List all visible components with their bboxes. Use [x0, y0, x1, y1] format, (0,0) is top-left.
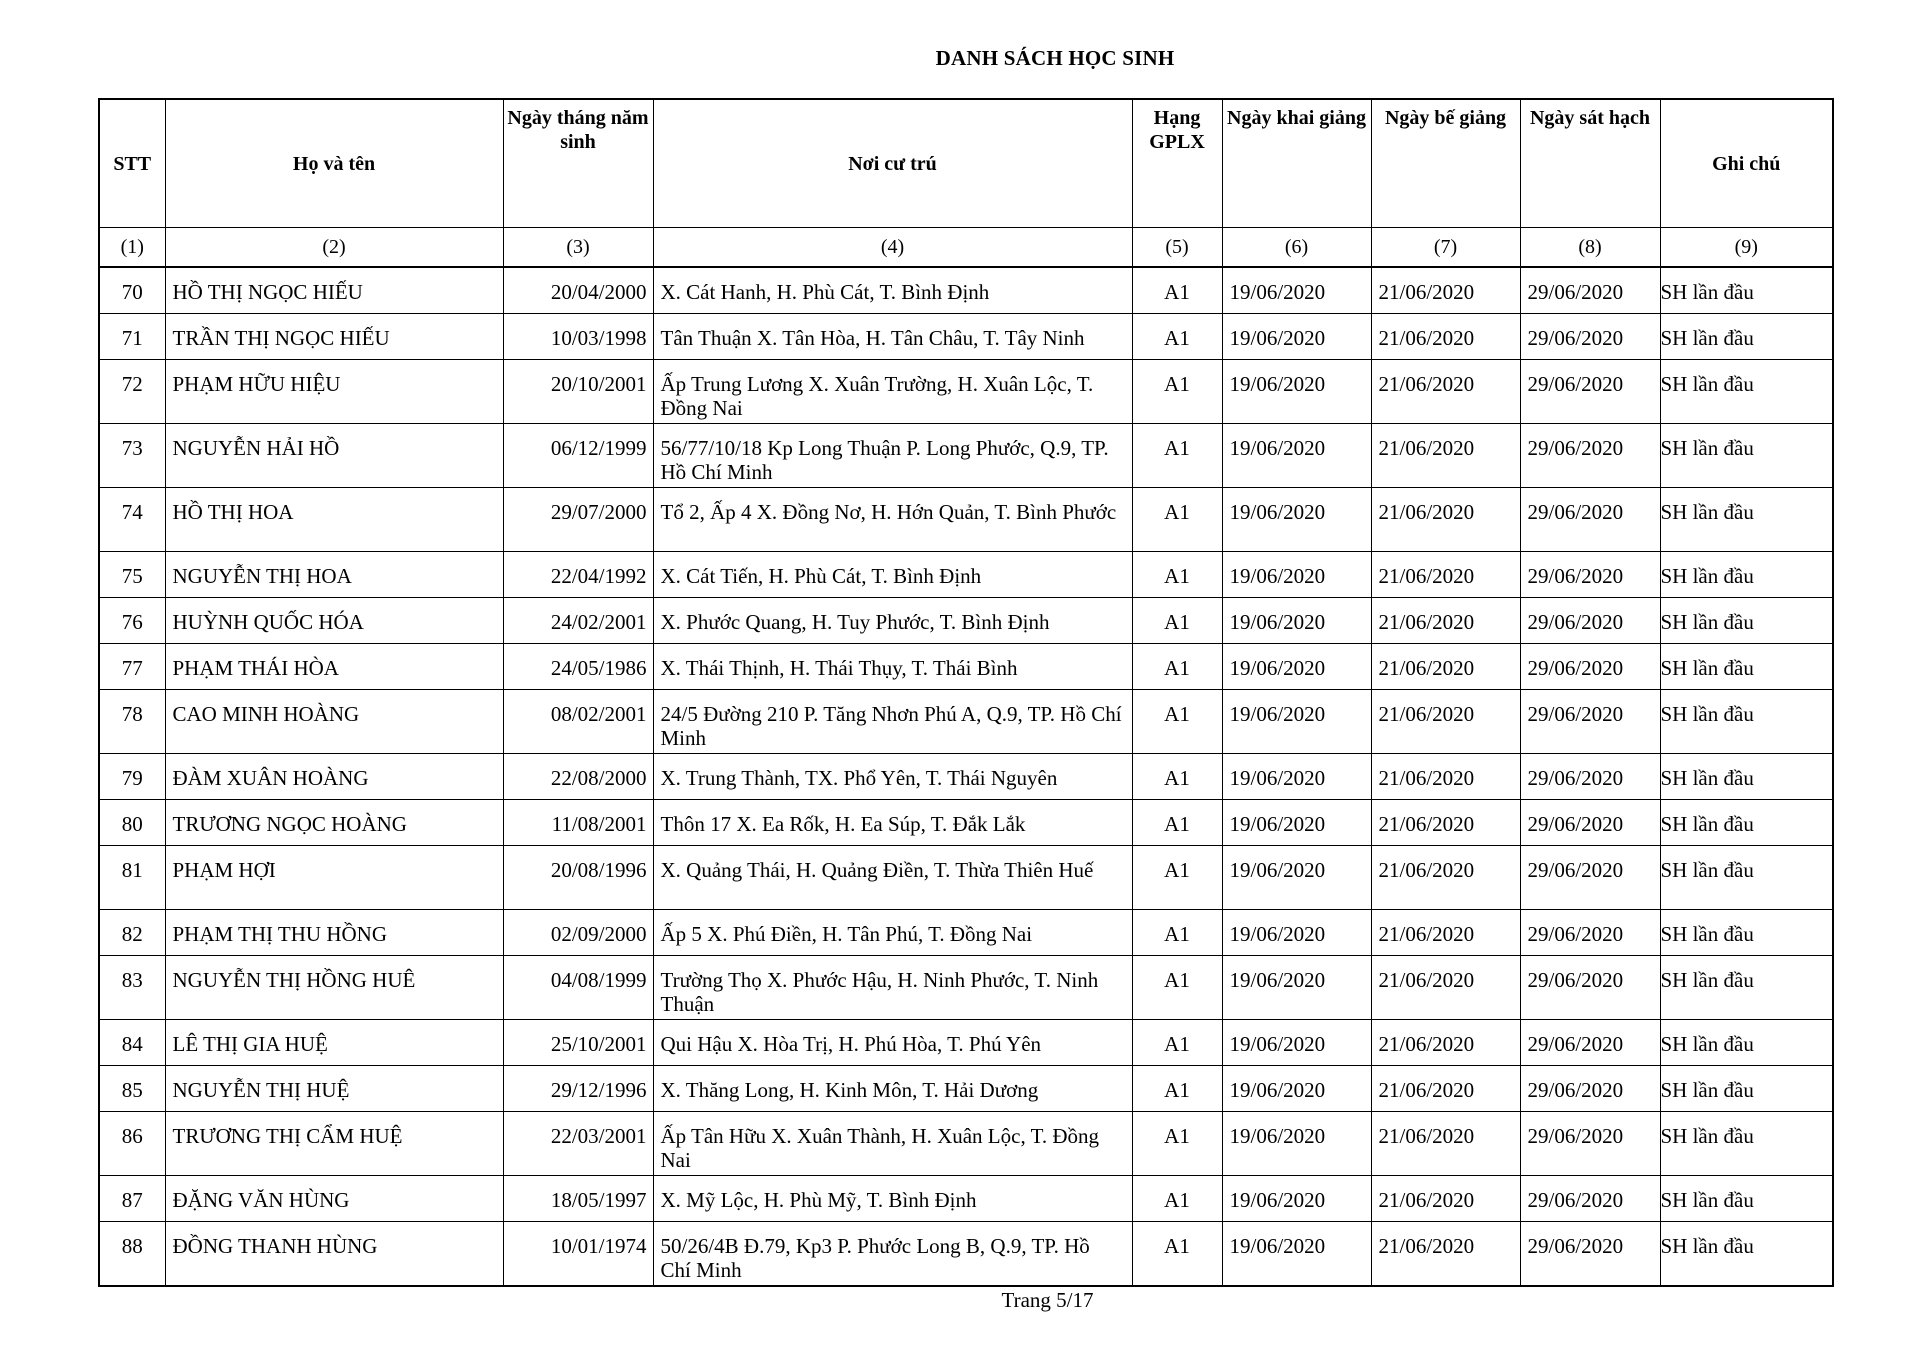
cell-dob: 20/08/1996 — [503, 846, 653, 910]
cell-exam-date: 29/06/2020 — [1520, 552, 1660, 598]
cell-stt: 74 — [99, 488, 165, 552]
cell-exam-date: 29/06/2020 — [1520, 644, 1660, 690]
cell-name: NGUYỄN THỊ HỒNG HUÊ — [165, 956, 503, 1020]
cell-stt: 71 — [99, 314, 165, 360]
cell-exam-date: 29/06/2020 — [1520, 1112, 1660, 1176]
cell-name: TRẦN THỊ NGỌC HIẾU — [165, 314, 503, 360]
cell-stt: 84 — [99, 1020, 165, 1066]
column-number: (6) — [1222, 228, 1371, 268]
cell-stt: 85 — [99, 1066, 165, 1112]
cell-address: X. Cát Tiến, H. Phù Cát, T. Bình Định — [653, 552, 1132, 598]
cell-stt: 86 — [99, 1112, 165, 1176]
cell-exam-date: 29/06/2020 — [1520, 1176, 1660, 1222]
cell-dob: 20/04/2000 — [503, 267, 653, 314]
cell-dob: 22/08/2000 — [503, 754, 653, 800]
table-row — [99, 1176, 1833, 1222]
cell-name: HUỲNH QUỐC HÓA — [165, 598, 503, 644]
cell-note: SH lần đầu — [1660, 956, 1833, 1020]
cell-address: X. Thăng Long, H. Kinh Môn, T. Hải Dương — [653, 1066, 1132, 1112]
cell-dob: 08/02/2001 — [503, 690, 653, 754]
table-row — [99, 956, 1833, 1020]
cell-start-date: 19/06/2020 — [1222, 1222, 1371, 1287]
cell-exam-date: 29/06/2020 — [1520, 267, 1660, 314]
page-number: Trang 5/17 — [1001, 1288, 1094, 1312]
cell-license-class: A1 — [1132, 267, 1222, 314]
cell-name: PHẠM HỮU HIỆU — [165, 360, 503, 424]
cell-exam-date: 29/06/2020 — [1520, 488, 1660, 552]
cell-stt: 80 — [99, 800, 165, 846]
header-license-class: Hạng GPLX — [1132, 99, 1222, 228]
cell-dob: 22/04/1992 — [503, 552, 653, 598]
cell-end-date: 21/06/2020 — [1371, 267, 1520, 314]
cell-address: X. Quảng Thái, H. Quảng Điền, T. Thừa Thiên Huế — [653, 846, 1132, 910]
table-row — [99, 314, 1833, 360]
cell-end-date: 21/06/2020 — [1371, 846, 1520, 910]
cell-license-class: A1 — [1132, 956, 1222, 1020]
cell-start-date: 19/06/2020 — [1222, 800, 1371, 846]
cell-address: Tổ 2, Ấp 4 X. Đồng Nơ, H. Hớn Quản, T. Bình Phước — [653, 488, 1132, 552]
cell-dob: 11/08/2001 — [503, 800, 653, 846]
cell-start-date: 19/06/2020 — [1222, 690, 1371, 754]
table-row — [99, 267, 1833, 314]
cell-address: Qui Hậu X. Hòa Trị, H. Phú Hòa, T. Phú Yên — [653, 1020, 1132, 1066]
cell-start-date: 19/06/2020 — [1222, 1176, 1371, 1222]
cell-note: SH lần đầu — [1660, 267, 1833, 314]
cell-exam-date: 29/06/2020 — [1520, 1222, 1660, 1287]
column-number: (1) — [99, 228, 165, 268]
cell-note: SH lần đầu — [1660, 1020, 1833, 1066]
cell-license-class: A1 — [1132, 644, 1222, 690]
header-row — [99, 99, 1833, 228]
cell-stt: 72 — [99, 360, 165, 424]
cell-address: X. Thái Thịnh, H. Thái Thụy, T. Thái Bình — [653, 644, 1132, 690]
cell-dob: 22/03/2001 — [503, 1112, 653, 1176]
cell-name: ĐÀM XUÂN HOÀNG — [165, 754, 503, 800]
header-address: Nơi cư trú — [653, 99, 1132, 228]
cell-stt: 75 — [99, 552, 165, 598]
cell-name: NGUYỄN HẢI HỒ — [165, 424, 503, 488]
cell-name: PHẠM THỊ THU HỒNG — [165, 910, 503, 956]
header-end-date: Ngày bế giảng — [1371, 99, 1520, 228]
cell-dob: 10/03/1998 — [503, 314, 653, 360]
cell-address: Tân Thuận X. Tân Hòa, H. Tân Châu, T. Tây Ninh — [653, 314, 1132, 360]
cell-end-date: 21/06/2020 — [1371, 644, 1520, 690]
cell-note: SH lần đầu — [1660, 910, 1833, 956]
header-name: Họ và tên — [165, 99, 503, 228]
cell-end-date: 21/06/2020 — [1371, 552, 1520, 598]
cell-license-class: A1 — [1132, 800, 1222, 846]
cell-note: SH lần đầu — [1660, 1066, 1833, 1112]
cell-stt: 87 — [99, 1176, 165, 1222]
cell-end-date: 21/06/2020 — [1371, 800, 1520, 846]
cell-end-date: 21/06/2020 — [1371, 314, 1520, 360]
cell-dob: 02/09/2000 — [503, 910, 653, 956]
cell-license-class: A1 — [1132, 598, 1222, 644]
cell-license-class: A1 — [1132, 1066, 1222, 1112]
cell-exam-date: 29/06/2020 — [1520, 598, 1660, 644]
cell-address: Thôn 17 X. Ea Rốk, H. Ea Súp, T. Đắk Lắk — [653, 800, 1132, 846]
column-number-row — [99, 228, 1833, 268]
cell-exam-date: 29/06/2020 — [1520, 314, 1660, 360]
table-row — [99, 360, 1833, 424]
table-row — [99, 846, 1833, 910]
cell-exam-date: 29/06/2020 — [1520, 424, 1660, 488]
cell-dob: 04/08/1999 — [503, 956, 653, 1020]
cell-dob: 24/02/2001 — [503, 598, 653, 644]
cell-name: ĐẶNG VĂN HÙNG — [165, 1176, 503, 1222]
cell-license-class: A1 — [1132, 488, 1222, 552]
cell-exam-date: 29/06/2020 — [1520, 754, 1660, 800]
cell-stt: 70 — [99, 267, 165, 314]
table-row — [99, 1066, 1833, 1112]
column-number: (9) — [1660, 228, 1833, 268]
cell-exam-date: 29/06/2020 — [1520, 846, 1660, 910]
cell-start-date: 19/06/2020 — [1222, 552, 1371, 598]
cell-address: Ấp Trung Lương X. Xuân Trường, H. Xuân Lộc, T. Đồng Nai — [653, 360, 1132, 424]
cell-end-date: 21/06/2020 — [1371, 754, 1520, 800]
table-row — [99, 488, 1833, 552]
cell-exam-date: 29/06/2020 — [1520, 360, 1660, 424]
cell-note: SH lần đầu — [1660, 424, 1833, 488]
cell-end-date: 21/06/2020 — [1371, 910, 1520, 956]
table-row — [99, 552, 1833, 598]
cell-stt: 83 — [99, 956, 165, 1020]
cell-start-date: 19/06/2020 — [1222, 1112, 1371, 1176]
cell-name: PHẠM THÁI HÒA — [165, 644, 503, 690]
cell-address: X. Phước Quang, H. Tuy Phước, T. Bình Định — [653, 598, 1132, 644]
cell-note: SH lần đầu — [1660, 800, 1833, 846]
cell-start-date: 19/06/2020 — [1222, 314, 1371, 360]
column-number: (8) — [1520, 228, 1660, 268]
cell-start-date: 19/06/2020 — [1222, 1066, 1371, 1112]
cell-license-class: A1 — [1132, 910, 1222, 956]
cell-dob: 18/05/1997 — [503, 1176, 653, 1222]
cell-license-class: A1 — [1132, 1112, 1222, 1176]
cell-note: SH lần đầu — [1660, 598, 1833, 644]
header-start-date: Ngày khai giảng — [1222, 99, 1371, 228]
cell-end-date: 21/06/2020 — [1371, 1176, 1520, 1222]
cell-start-date: 19/06/2020 — [1222, 956, 1371, 1020]
cell-start-date: 19/06/2020 — [1222, 488, 1371, 552]
cell-dob: 25/10/2001 — [503, 1020, 653, 1066]
cell-exam-date: 29/06/2020 — [1520, 910, 1660, 956]
cell-license-class: A1 — [1132, 314, 1222, 360]
cell-note: SH lần đầu — [1660, 1176, 1833, 1222]
header-stt: STT — [99, 99, 165, 228]
table-row — [99, 1020, 1833, 1066]
table-row — [99, 910, 1833, 956]
table-row — [99, 754, 1833, 800]
cell-dob: 06/12/1999 — [503, 424, 653, 488]
column-number: (2) — [165, 228, 503, 268]
cell-end-date: 21/06/2020 — [1371, 1020, 1520, 1066]
cell-start-date: 19/06/2020 — [1222, 267, 1371, 314]
column-number: (4) — [653, 228, 1132, 268]
cell-address: Ấp 5 X. Phú Điền, H. Tân Phú, T. Đồng Nai — [653, 910, 1132, 956]
header-exam-date: Ngày sát hạch — [1520, 99, 1660, 228]
cell-start-date: 19/06/2020 — [1222, 644, 1371, 690]
cell-name: ĐỒNG THANH HÙNG — [165, 1222, 503, 1287]
cell-stt: 76 — [99, 598, 165, 644]
cell-end-date: 21/06/2020 — [1371, 1222, 1520, 1287]
table-row — [99, 1222, 1833, 1287]
cell-stt: 79 — [99, 754, 165, 800]
cell-name: NGUYỄN THỊ HOA — [165, 552, 503, 598]
cell-stt: 88 — [99, 1222, 165, 1287]
cell-address: X. Cát Hanh, H. Phù Cát, T. Bình Định — [653, 267, 1132, 314]
cell-exam-date: 29/06/2020 — [1520, 690, 1660, 754]
cell-address: Ấp Tân Hữu X. Xuân Thành, H. Xuân Lộc, T. Đồng Nai — [653, 1112, 1132, 1176]
cell-name: PHẠM HỢI — [165, 846, 503, 910]
cell-name: LÊ THỊ GIA HUỆ — [165, 1020, 503, 1066]
cell-note: SH lần đầu — [1660, 314, 1833, 360]
cell-stt: 78 — [99, 690, 165, 754]
cell-start-date: 19/06/2020 — [1222, 424, 1371, 488]
cell-dob: 24/05/1986 — [503, 644, 653, 690]
cell-license-class: A1 — [1132, 552, 1222, 598]
cell-dob: 20/10/2001 — [503, 360, 653, 424]
cell-note: SH lần đầu — [1660, 644, 1833, 690]
cell-license-class: A1 — [1132, 360, 1222, 424]
cell-end-date: 21/06/2020 — [1371, 1112, 1520, 1176]
cell-exam-date: 29/06/2020 — [1520, 1020, 1660, 1066]
cell-note: SH lần đầu — [1660, 1222, 1833, 1287]
column-number: (3) — [503, 228, 653, 268]
cell-stt: 82 — [99, 910, 165, 956]
cell-dob: 10/01/1974 — [503, 1222, 653, 1287]
cell-note: SH lần đầu — [1660, 846, 1833, 910]
table-row — [99, 424, 1833, 488]
cell-address: 24/5 Đường 210 P. Tăng Nhơn Phú A, Q.9, TP. Hồ Chí Minh — [653, 690, 1132, 754]
document-title: DANH SÁCH HỌC SINH — [935, 46, 1175, 70]
cell-dob: 29/07/2000 — [503, 488, 653, 552]
cell-name: TRƯƠNG THỊ CẨM HUỆ — [165, 1112, 503, 1176]
cell-start-date: 19/06/2020 — [1222, 360, 1371, 424]
cell-stt: 73 — [99, 424, 165, 488]
cell-license-class: A1 — [1132, 754, 1222, 800]
cell-start-date: 19/06/2020 — [1222, 846, 1371, 910]
cell-exam-date: 29/06/2020 — [1520, 1066, 1660, 1112]
table-body — [99, 267, 1833, 1286]
cell-end-date: 21/06/2020 — [1371, 690, 1520, 754]
cell-license-class: A1 — [1132, 1222, 1222, 1287]
cell-name: HỒ THỊ NGỌC HIẾU — [165, 267, 503, 314]
table-row — [99, 644, 1833, 690]
cell-note: SH lần đầu — [1660, 690, 1833, 754]
cell-note: SH lần đầu — [1660, 360, 1833, 424]
cell-start-date: 19/06/2020 — [1222, 598, 1371, 644]
cell-license-class: A1 — [1132, 846, 1222, 910]
cell-name: HỒ THỊ HOA — [165, 488, 503, 552]
cell-address: 50/26/4B Đ.79, Kp3 P. Phước Long B, Q.9, TP. Hồ Chí Minh — [653, 1222, 1132, 1287]
column-number: (7) — [1371, 228, 1520, 268]
cell-end-date: 21/06/2020 — [1371, 424, 1520, 488]
table-row — [99, 690, 1833, 754]
cell-address: X. Mỹ Lộc, H. Phù Mỹ, T. Bình Định — [653, 1176, 1132, 1222]
cell-stt: 77 — [99, 644, 165, 690]
cell-address: Trường Thọ X. Phước Hậu, H. Ninh Phước, T. Ninh Thuận — [653, 956, 1132, 1020]
table-row — [99, 800, 1833, 846]
cell-address: 56/77/10/18 Kp Long Thuận P. Long Phước, Q.9, TP. Hồ Chí Minh — [653, 424, 1132, 488]
cell-note: SH lần đầu — [1660, 552, 1833, 598]
cell-license-class: A1 — [1132, 1020, 1222, 1066]
cell-start-date: 19/06/2020 — [1222, 754, 1371, 800]
cell-name: CAO MINH HOÀNG — [165, 690, 503, 754]
cell-dob: 29/12/1996 — [503, 1066, 653, 1112]
cell-end-date: 21/06/2020 — [1371, 598, 1520, 644]
cell-license-class: A1 — [1132, 1176, 1222, 1222]
table-row — [99, 1112, 1833, 1176]
cell-end-date: 21/06/2020 — [1371, 956, 1520, 1020]
student-list-table — [98, 98, 1834, 1287]
cell-note: SH lần đầu — [1660, 754, 1833, 800]
cell-note: SH lần đầu — [1660, 488, 1833, 552]
cell-start-date: 19/06/2020 — [1222, 1020, 1371, 1066]
header-note: Ghi chú — [1660, 99, 1833, 228]
cell-end-date: 21/06/2020 — [1371, 488, 1520, 552]
column-number: (5) — [1132, 228, 1222, 268]
cell-end-date: 21/06/2020 — [1371, 1066, 1520, 1112]
cell-exam-date: 29/06/2020 — [1520, 800, 1660, 846]
cell-address: X. Trung Thành, TX. Phổ Yên, T. Thái Nguyên — [653, 754, 1132, 800]
cell-license-class: A1 — [1132, 690, 1222, 754]
cell-exam-date: 29/06/2020 — [1520, 956, 1660, 1020]
cell-name: TRƯƠNG NGỌC HOÀNG — [165, 800, 503, 846]
table-row — [99, 598, 1833, 644]
cell-license-class: A1 — [1132, 424, 1222, 488]
cell-end-date: 21/06/2020 — [1371, 360, 1520, 424]
cell-note: SH lần đầu — [1660, 1112, 1833, 1176]
cell-stt: 81 — [99, 846, 165, 910]
cell-name: NGUYỄN THỊ HUỆ — [165, 1066, 503, 1112]
cell-start-date: 19/06/2020 — [1222, 910, 1371, 956]
header-dob: Ngày tháng năm sinh — [503, 99, 653, 228]
